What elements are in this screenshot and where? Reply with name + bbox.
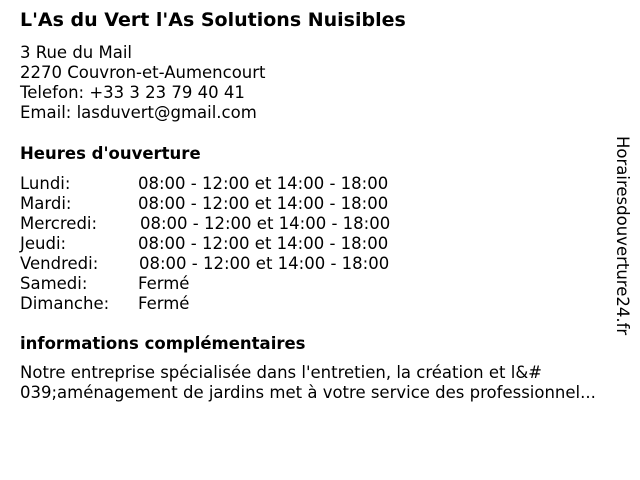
hours-row-sunday	[20, 294, 440, 314]
hours-day: Jeudi:	[20, 234, 67, 253]
business-name: L'As du Vert l'As Solutions Nuisibles	[20, 9, 406, 31]
hours-row-tuesday	[20, 194, 440, 214]
description-line: Notre entreprise spécialisée dans l'entretien, la création et l&#	[20, 363, 543, 382]
hours-time: Fermé	[138, 274, 190, 293]
hours-row-monday	[20, 174, 440, 194]
hours-time: Fermé	[138, 294, 190, 313]
hours-day: Vendredi:	[20, 254, 99, 273]
hours-time: 08:00 - 12:00 et 14:00 - 18:00	[140, 214, 391, 233]
watermark-text: Horairesdouverture24.fr	[613, 136, 632, 336]
hours-time: 08:00 - 12:00 et 14:00 - 18:00	[138, 174, 389, 193]
address-block	[20, 43, 266, 123]
opening-hours-table	[20, 174, 440, 314]
hours-day: Mercredi:	[20, 214, 98, 233]
phone-line: Telefon: +33 3 23 79 40 41	[20, 83, 245, 102]
hours-time: 08:00 - 12:00 et 14:00 - 18:00	[139, 254, 390, 273]
hours-day: Mardi:	[20, 194, 72, 213]
additional-info-heading: informations complémentaires	[20, 334, 306, 353]
hours-row-saturday	[20, 274, 440, 294]
site-watermark	[612, 136, 634, 346]
hours-day: Lundi:	[20, 174, 71, 193]
city-line: 2270 Couvron-et-Aumencourt	[20, 63, 266, 82]
hours-time: 08:00 - 12:00 et 14:00 - 18:00	[138, 234, 389, 253]
hours-day: Dimanche:	[20, 294, 110, 313]
hours-row-wednesday	[20, 214, 440, 234]
opening-hours-heading: Heures d'ouverture	[20, 144, 201, 163]
hours-time: 08:00 - 12:00 et 14:00 - 18:00	[138, 194, 389, 213]
street-address: 3 Rue du Mail	[20, 43, 133, 62]
email-line: Email: lasduvert@gmail.com	[20, 103, 257, 122]
hours-day: Samedi:	[20, 274, 88, 293]
business-description	[20, 363, 620, 403]
description-line: 039;aménagement de jardins met à votre service des professionnel...	[20, 383, 596, 402]
hours-row-thursday	[20, 234, 440, 254]
hours-row-friday	[20, 254, 440, 274]
